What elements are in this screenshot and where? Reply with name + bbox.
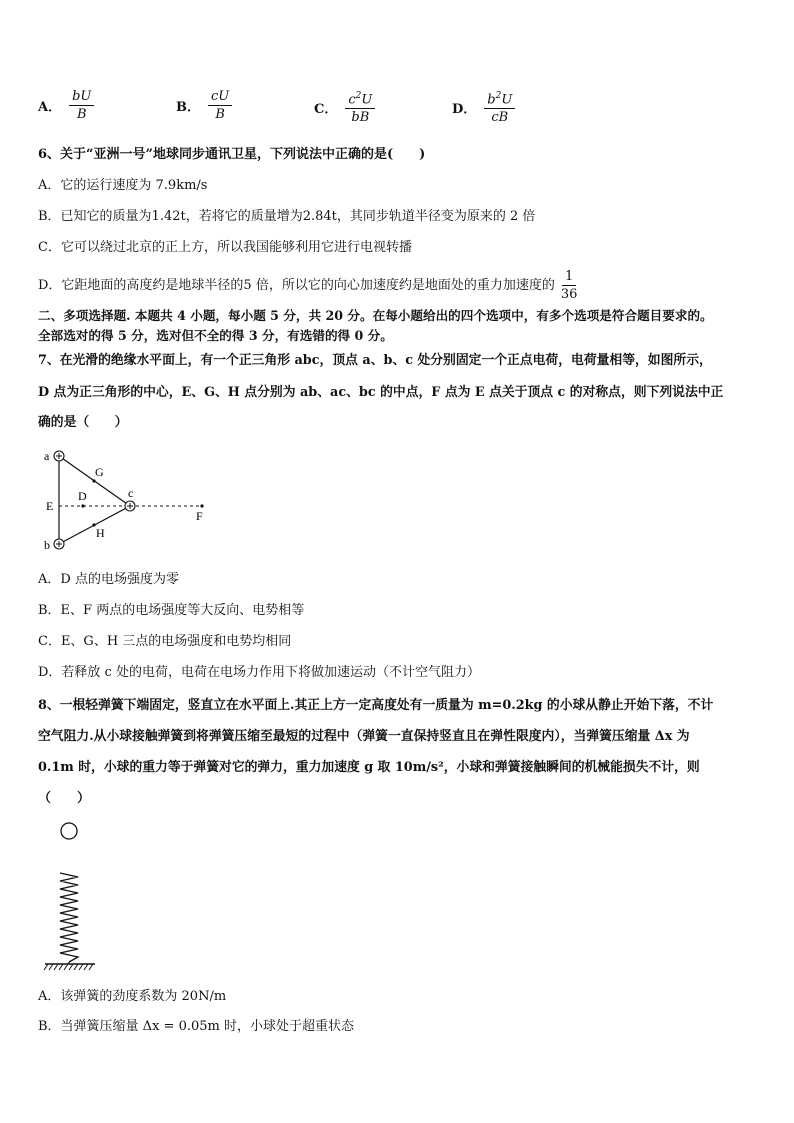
label-b: b — [44, 538, 50, 552]
fraction — [484, 88, 515, 126]
q5-option-b — [176, 88, 232, 123]
q6-option-b: B．已知它的质量为1.42t，若将它的质量增为2.84t，其同步轨道半径变为原来的 2 倍 — [38, 209, 536, 224]
label-e: E — [46, 499, 54, 513]
numerator: cU — [208, 88, 232, 106]
label-c: c — [128, 486, 134, 500]
point-g — [92, 479, 95, 482]
q6-option-d — [38, 268, 580, 303]
option-label: B． — [176, 100, 200, 115]
numerator-exponent: 2 — [355, 91, 362, 101]
q6-option-d-text: D．它距地面的高度约是地球半径的5 倍，所以它的向心加速度约是地面处的重力加速度的 — [38, 277, 555, 293]
section-heading-line2: 全部选对的得 5 分，选对但不全的得 3 分，有选错的得 0 分。 — [38, 328, 393, 343]
numerator-base: b — [487, 92, 496, 108]
option-label: C． — [314, 101, 338, 117]
numerator — [484, 88, 515, 109]
q7-option-a: A．D 点的电场强度为零 — [38, 572, 179, 587]
denominator: 36 — [560, 287, 578, 302]
triangle-charge-diagram — [38, 446, 218, 558]
q8-stem-line3: 0.1m 时，小球的重力等于弹簧对它的弹力，重力加速度 g 取 10m/s²，小球和弹簧接触瞬间的机械能损失不计，则 — [38, 760, 700, 775]
q7-option-d: D．若释放 c 处的电荷，电荷在电场力作用下将做加速运动（不计空气阻力） — [38, 665, 480, 680]
charge-b-icon — [54, 539, 64, 549]
denominator: bB — [351, 110, 370, 126]
q5-option-d — [452, 88, 515, 126]
denominator: cB — [491, 110, 509, 126]
label-g: G — [95, 465, 104, 479]
numerator — [345, 88, 375, 109]
fraction — [345, 88, 375, 126]
q6-option-a: A．它的运行速度为 7.9km/s — [38, 178, 208, 193]
q5-option-c — [314, 88, 375, 126]
q7-stem-line2: D 点为正三角形的中心，E、G、H 点分别为 ab、ac、bc 的中点，F 点为 E 点关于顶点 c 的对称点，则下列说法中正 — [38, 385, 724, 400]
q6-stem: 6、关于“亚洲一号”地球同步通讯卫星，下列说法中正确的是( ) — [38, 147, 426, 162]
q7-option-c: C．E、G、H 三点的电场强度和电势均相同 — [38, 634, 292, 649]
q7-stem-line1: 7、在光滑的绝缘水平面上，有一个正三角形 abc，顶点 a、b、c 处分别固定一个正点电荷，电荷量相等，如图所示， — [38, 353, 712, 368]
numerator: 1 — [562, 268, 576, 286]
q8-stem-line1: 8、一根轻弹簧下端固定，竖直立在水平面上.其正上方一定高度处有一质量为 m=0.2kg 的小球从静止开始下落，不计 — [38, 698, 714, 713]
q5-option-a — [38, 88, 94, 123]
denominator: B — [215, 107, 225, 122]
q8-option-a: A．该弹簧的劲度系数为 20N/m — [38, 989, 227, 1004]
q6-option-c: C．它可以绕过北京的正上方，所以我国能够利用它进行电视转播 — [38, 240, 412, 255]
ball-icon — [61, 823, 77, 839]
spring-icon — [60, 873, 78, 962]
q7-stem-line3: 确的是（ ） — [38, 415, 128, 430]
section-heading-line1: 二、多项选择题. 本题共 4 小题，每小题 5 分，共 20 分。在每小题给出的四个选项中，有多个选项是符合题目要求的。 — [38, 308, 713, 323]
charge-c-icon — [125, 501, 135, 511]
option-label: A． — [38, 100, 62, 115]
numerator: bU — [69, 88, 94, 106]
q8-option-b: B．当弹簧压缩量 Δx = 0.05m 时，小球处于超重状态 — [38, 1019, 354, 1034]
fraction — [69, 88, 94, 123]
charge-a-icon — [54, 451, 64, 461]
numerator-rest: U — [501, 92, 513, 108]
q7-option-b: B．E、F 两点的电场强度等大反向、电势相等 — [38, 603, 305, 618]
point-f — [200, 504, 203, 507]
fraction — [558, 268, 581, 303]
label-a: a — [44, 449, 50, 463]
numerator-rest: U — [361, 92, 373, 108]
option-label: D． — [452, 101, 477, 117]
label-h: H — [96, 526, 105, 540]
denominator: B — [76, 107, 87, 122]
label-f: F — [196, 509, 203, 523]
label-d: D — [78, 489, 87, 503]
fraction — [208, 88, 232, 123]
spring-ball-diagram — [40, 818, 102, 974]
q8-stem-line2: 空气阻力.从小球接触弹簧到将弹簧压缩至最短的过程中（弹簧一直保持竖直且在弹性限度内），当弹簧压缩量 Δx 为 — [38, 729, 690, 744]
numerator-base: c — [348, 92, 356, 108]
point-d — [81, 504, 84, 507]
ground-hatching — [44, 964, 93, 970]
q8-stem-line4: （ ） — [38, 791, 91, 806]
numerator-exponent: 2 — [495, 91, 502, 101]
